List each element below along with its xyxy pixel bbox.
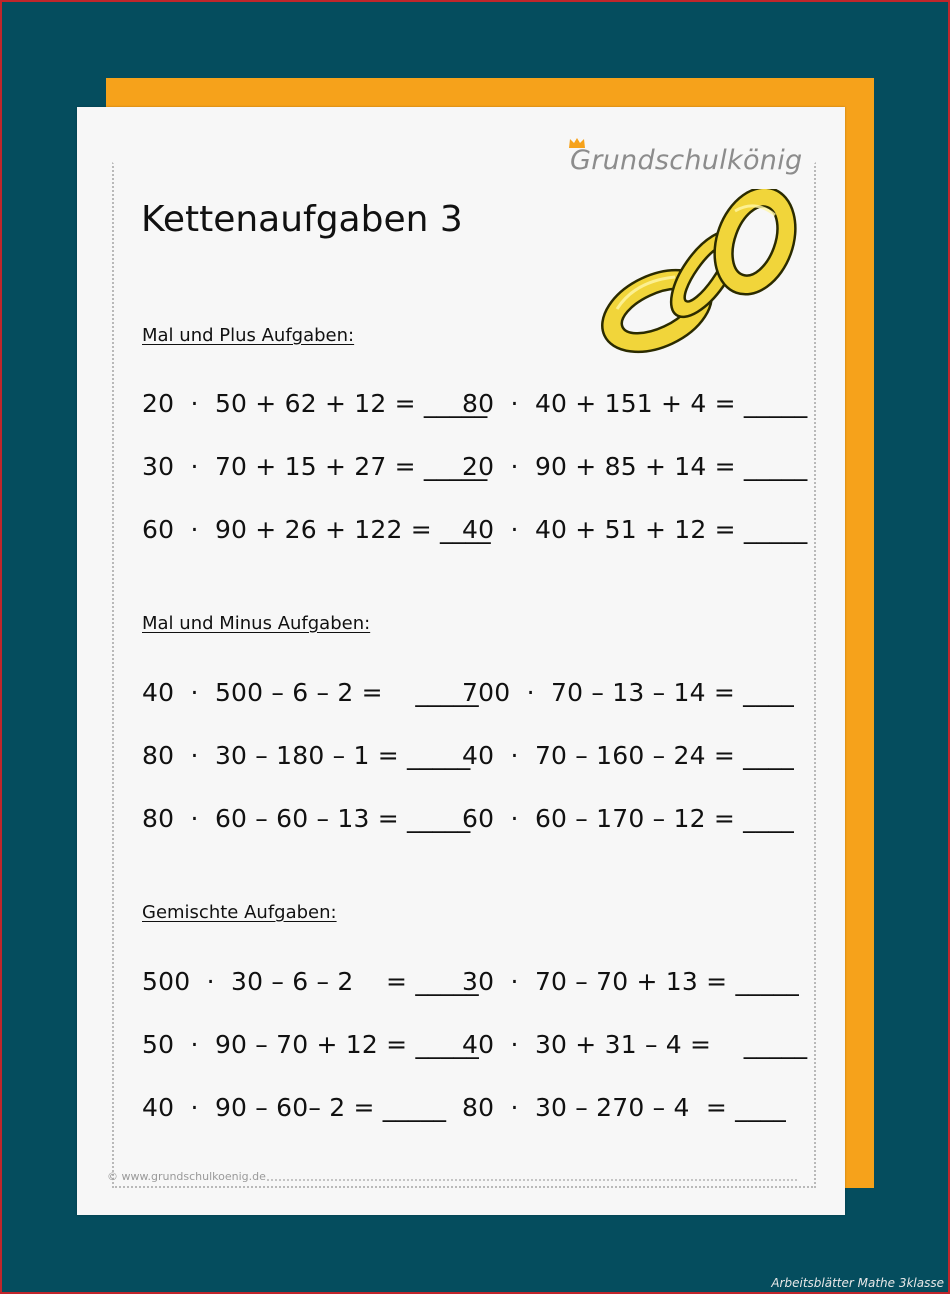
equation: 20 · 50 + 62 + 12 = _____ xyxy=(142,389,488,418)
footer-divider xyxy=(267,1179,797,1181)
image-caption: Arbeitsblätter Mathe 3klasse xyxy=(771,1276,944,1290)
equation: 700 · 70 – 13 – 14 = ____ xyxy=(462,678,794,707)
equation: 40 · 30 + 31 – 4 = _____ xyxy=(462,1030,808,1059)
section-label-gemischt: Gemischte Aufgaben: xyxy=(142,902,337,923)
chain-icon xyxy=(595,189,805,364)
section-label-mal-minus: Mal und Minus Aufgaben: xyxy=(142,613,371,634)
equation: 30 · 70 – 70 + 13 = _____ xyxy=(462,967,799,996)
equation: 40 · 90 – 60– 2 = _____ xyxy=(142,1093,447,1122)
equation: 40 · 70 – 160 – 24 = ____ xyxy=(462,741,794,770)
worksheet-page xyxy=(77,107,845,1215)
page-title: Kettenaufgaben 3 xyxy=(141,199,463,240)
footer-copyright: © www.grundschulkoenig.de xyxy=(107,1170,266,1183)
equation: 80 · 30 – 270 – 4 = ____ xyxy=(462,1093,786,1122)
equation: 60 · 90 + 26 + 122 = ____ xyxy=(142,515,491,544)
equation: 40 · 40 + 51 + 12 = _____ xyxy=(462,515,808,544)
equation: 50 · 90 – 70 + 12 = _____ xyxy=(142,1030,479,1059)
brand-logo: Grundschulkönig xyxy=(570,145,803,176)
equation: 500 · 30 – 6 – 2 = _____ xyxy=(142,967,479,996)
equation: 80 · 40 + 151 + 4 = _____ xyxy=(462,389,808,418)
equation: 80 · 30 – 180 – 1 = _____ xyxy=(142,741,471,770)
equation: 40 · 500 – 6 – 2 = _____ xyxy=(142,678,479,707)
equation: 60 · 60 – 170 – 12 = ____ xyxy=(462,804,794,833)
equation: 30 · 70 + 15 + 27 = _____ xyxy=(142,452,488,481)
equation: 80 · 60 – 60 – 13 = _____ xyxy=(142,804,471,833)
section-label-mal-plus: Mal und Plus Aufgaben: xyxy=(142,325,355,346)
equation: 20 · 90 + 85 + 14 = _____ xyxy=(462,452,808,481)
